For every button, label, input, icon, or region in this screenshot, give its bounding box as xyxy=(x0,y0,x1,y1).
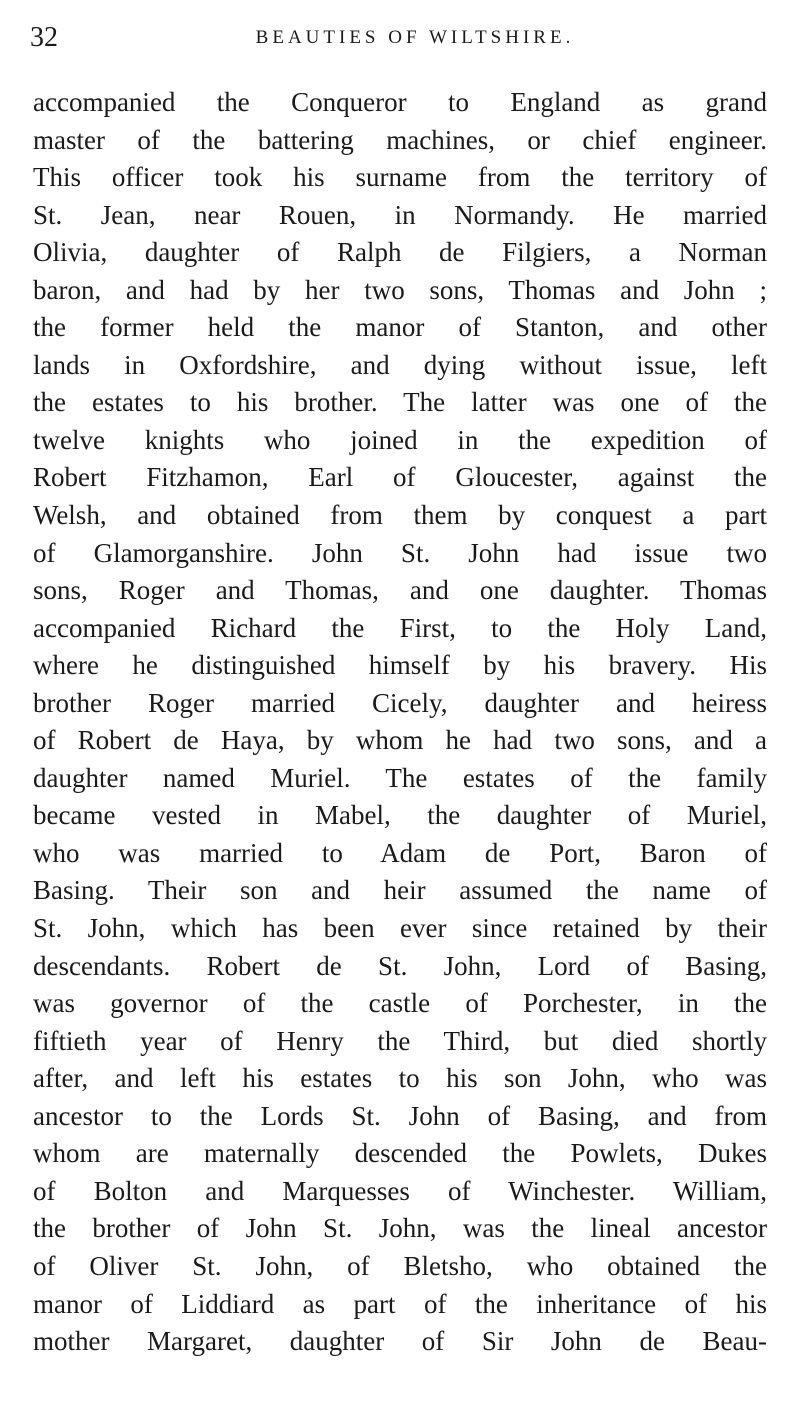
text-line: of Bolton and Marquesses of Winchester. William, xyxy=(33,1175,767,1206)
text-line: ancestor to the Lords St. John of Basing, and from xyxy=(33,1100,767,1131)
text-line: baron, and had by her two sons, Thomas and John ; xyxy=(33,274,767,305)
text-line: master of the battering machines, or chief engineer. xyxy=(33,124,767,155)
text-line: Basing. Their son and heir assumed the name of xyxy=(33,875,767,906)
text-line: This officer took his surname from the territory of xyxy=(33,162,767,193)
body-text xyxy=(33,84,767,1361)
text-line: Welsh, and obtained from them by conquest a part xyxy=(33,500,767,531)
text-line: lands in Oxfordshire, and dying without issue, left xyxy=(33,349,767,380)
text-line: brother Roger married Cicely, daughter and heiress xyxy=(33,687,767,718)
text-line: sons, Roger and Thomas, and one daughter. Thomas xyxy=(33,575,767,606)
text-line: Robert Fitzhamon, Earl of Gloucester, against the xyxy=(33,462,767,493)
text-line: accompanied Richard the First, to the Holy Land, xyxy=(33,612,767,643)
text-line: the brother of John St. John, was the lineal ancestor xyxy=(33,1213,767,1244)
running-head: BEAUTIES OF WILTSHIRE. xyxy=(255,27,575,48)
page-number: 32 xyxy=(30,22,58,53)
text-line: who was married to Adam de Port, Baron of xyxy=(33,837,767,868)
text-line: was governor of the castle of Porchester, in the xyxy=(33,988,767,1019)
text-line: of Glamorganshire. John St. John had issue two xyxy=(33,537,767,568)
text-line: accompanied the Conqueror to England as grand xyxy=(33,87,767,117)
text-line: manor of Liddiard as part of the inheritance of his xyxy=(33,1288,767,1319)
text-line: fiftieth year of Henry the Third, but died shortly xyxy=(33,1025,767,1056)
text-line: became vested in Mabel, the daughter of Muriel, xyxy=(33,800,767,831)
text-line: descendants. Robert de St. John, Lord of Basing, xyxy=(33,950,767,981)
text-line: whom are maternally descended the Powlets, Dukes xyxy=(33,1138,767,1169)
text-line: daughter named Muriel. The estates of the family xyxy=(33,762,767,793)
text-line: the estates to his brother. The latter was one of the xyxy=(33,387,767,418)
text-line: of Oliver St. John, of Bletsho, who obtained the xyxy=(33,1250,767,1281)
text-line: the former held the manor of Stanton, and other xyxy=(33,312,767,343)
page-header xyxy=(30,18,770,58)
text-line: twelve knights who joined in the expedition of xyxy=(33,424,767,455)
text-line: where he distinguished himself by his bravery. His xyxy=(33,650,767,681)
text-line: after, and left his estates to his son John, who was xyxy=(33,1063,767,1094)
text-line: of Robert de Haya, by whom he had two sons, and a xyxy=(33,725,767,756)
text-line: St. John, which has been ever since retained by their xyxy=(33,913,767,944)
text-line: Olivia, daughter of Ralph de Filgiers, a Norman xyxy=(33,237,767,268)
text-line: mother Margaret, daughter of Sir John de Beau- xyxy=(33,1326,767,1357)
text-line: St. Jean, near Rouen, in Normandy. He married xyxy=(33,199,767,230)
